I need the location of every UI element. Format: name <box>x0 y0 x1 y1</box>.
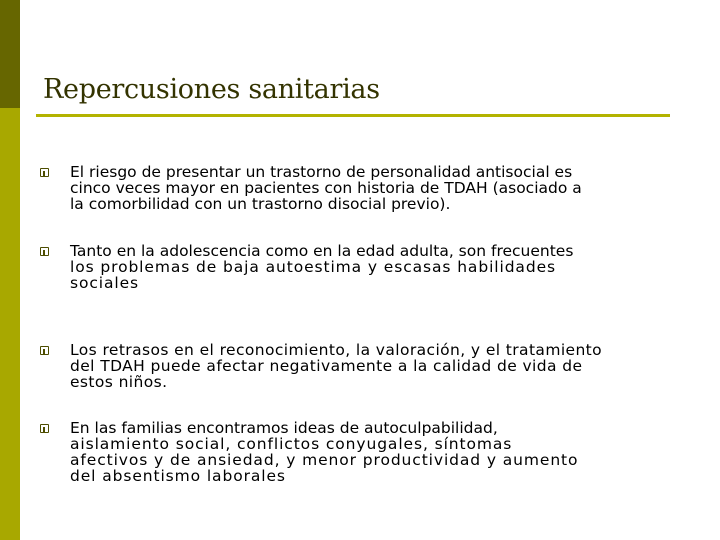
bullet-text <box>70 164 670 212</box>
bullet-line: la comorbilidad con un trastorno disocial previo). <box>70 195 451 213</box>
bullet-line: sociales <box>70 274 140 292</box>
bullet-line: En las familias encontramos ideas de autoculpabilidad, <box>70 419 498 437</box>
square-bullet-icon <box>40 346 49 355</box>
bullet-line: Los retrasos en el reconocimiento, la valoración, y el tratamiento <box>70 341 603 359</box>
bullet-line: del absentismo laborales <box>70 467 286 485</box>
bullet-line: afectivos y de ansiedad, y menor productividad y aumento <box>70 451 579 469</box>
bullet-text <box>70 243 670 291</box>
bullet-line: cinco veces mayor en pacientes con historia de TDAH (asociado a <box>70 179 582 197</box>
bullet-line: El riesgo de presentar un trastorno de personalidad antisocial es <box>70 163 573 181</box>
bullet-text <box>70 420 670 484</box>
square-bullet-icon <box>40 247 49 256</box>
square-bullet-icon <box>40 168 49 177</box>
bullet-line: estos niños. <box>70 373 168 391</box>
bullet-line: los problemas de baja autoestima y escasas habilidades <box>70 258 556 276</box>
bullet-text <box>70 342 670 390</box>
slide-title: Repercusiones sanitarias <box>43 74 380 105</box>
bullet-line: Tanto en la adolescencia como en la edad adulta, son frecuentes <box>70 242 574 260</box>
bullet-line: del TDAH puede afectar negativamente a la calidad de vida de <box>70 357 583 375</box>
square-bullet-icon <box>40 424 49 433</box>
bullet-line: aislamiento social, conflictos conyugales, síntomas <box>70 435 513 453</box>
